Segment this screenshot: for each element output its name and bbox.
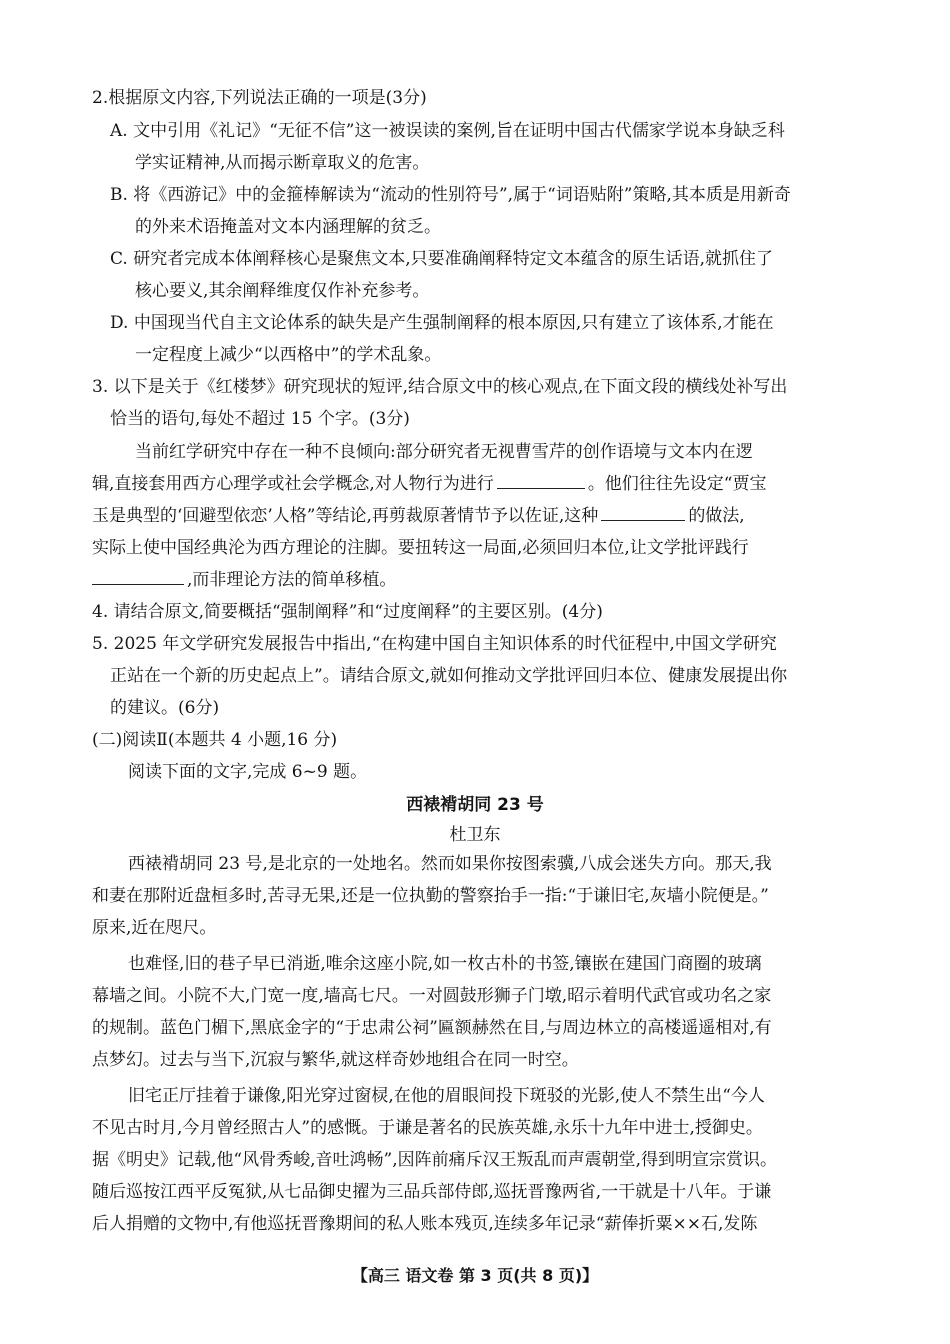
q2-option-a-line1: A. 文中引用《礼记》“无征不信”这一被误读的案例,旨在证明中国古代儒家学说本身缺乏科: [110, 121, 785, 141]
essay-p2-line4: 点梦幻。过去与当下,沉寂与繁华,就这样奇妙地组合在同一时空。: [92, 1050, 579, 1070]
answer-blank-1[interactable]: [497, 472, 585, 489]
answer-blank-2[interactable]: [601, 504, 685, 521]
page-footer: 【高三 语文卷 第 3 页(共 8 页)】: [351, 1266, 599, 1285]
section-instruction: 阅读下面的文字,完成 6~9 题。: [128, 762, 368, 782]
essay-p3-line4: 随后巡按江西平反冤狱,从七品御史擢为三品兵部侍郎,巡抚晋豫两省,一干就是十八年。于谦: [92, 1182, 772, 1202]
essay-author: 杜卫东: [449, 825, 501, 845]
q2-stem: 2.根据原文内容,下列说法正确的一项是(3分): [92, 88, 427, 108]
section-heading: (二)阅读Ⅱ(本题共 4 小题,16 分): [92, 730, 338, 750]
q3-stem-line2: 恰当的语句,每处不超过 15 个字。(3分): [110, 409, 410, 429]
q3-passage-line2-text: 辑,直接套用西方心理学或社会学概念,对人物行为进行: [92, 474, 494, 494]
essay-p1-line3: 原来,近在咫尺。: [92, 918, 217, 938]
q2-option-a-line2: 学实证精神,从而揭示断章取义的危害。: [135, 153, 430, 173]
q3-stem-line1: 3. 以下是关于《红楼梦》研究现状的短评,结合原文中的核心观点,在下面文段的横线处补写出: [92, 377, 788, 397]
essay-p2-line3: 的规制。蓝色门楣下,黑底金字的“于忠肃公祠”匾额赫然在目,与周边林立的高楼遥遥相对,有: [92, 1018, 772, 1038]
q2-option-c-line2: 核心要义,其余阐释维度仅作补充参考。: [135, 281, 430, 301]
q3-passage-line5: [92, 568, 396, 592]
q5-stem-line2: 正站在一个新的历史起点上”。请结合原文,就如何推动文学批评回归本位、健康发展提出你: [110, 666, 788, 686]
q2-option-b-line2: 的外来术语掩盖对文本内涵理解的贫乏。: [135, 217, 441, 237]
q3-passage-line2: [92, 472, 767, 496]
answer-blank-3[interactable]: [92, 568, 184, 585]
q3-passage-line3: [92, 504, 745, 528]
essay-p3-line2: 不见古时月,今月曾经照古人”的感慨。于谦是著名的民族英雄,永乐十九年中进士,授御史。: [92, 1118, 763, 1138]
q5-stem-line3: 的建议。(6分): [110, 698, 220, 718]
q4-stem: 4. 请结合原文,简要概括“强制阐释”和“过度阐释”的主要区别。(4分): [92, 602, 603, 622]
q2-option-d-line2: 一定程度上减少“以西格中”的学术乱象。: [135, 345, 442, 365]
q5-stem-line1: 5. 2025 年文学研究发展报告中指出,“在构建中国自主知识体系的时代征程中,中国文学研究: [92, 634, 777, 654]
q3-passage-line2-tail: 。他们往往先设定“贾宝: [587, 474, 767, 494]
essay-title: 西裱褙胡同 23 号: [406, 795, 544, 815]
q3-passage-line4: 实际上使中国经典沦为西方理论的注脚。要扭转这一局面,必须回归本位,让文学批评践行: [92, 538, 749, 558]
essay-p2-line2: 幕墙之间。小院不大,门宽一度,墙高七尺。一对圆鼓形狮子门墩,昭示着明代武官或功名之家: [92, 986, 772, 1006]
essay-p1-line2: 和妻在那附近盘桓多时,苦寻无果,还是一位执勤的警察抬手一指:“于谦旧宅,灰墙小院便是。”: [92, 886, 769, 906]
q3-passage-line5-text: ,而非理论方法的简单移植。: [187, 570, 397, 590]
q3-passage-line3-tail: 的做法,: [688, 506, 745, 526]
q2-option-c-line1: C. 研究者完成本体阐释核心是聚焦文本,只要准确阐释特定文本蕴含的原生话语,就抓住了: [110, 249, 774, 269]
q3-passage-line3-text: 玉是典型的‘回避型依恋’人格”等结论,再剪裁原著情节予以佐证,这种: [92, 506, 599, 526]
essay-p1-line1: 西裱褙胡同 23 号,是北京的一处地名。然而如果你按图索骥,八成会迷失方向。那天,我: [128, 854, 772, 874]
essay-p3-line1: 旧宅正厅挂着于谦像,阳光穿过窗棂,在他的眉眼间投下斑驳的光影,使人不禁生出“今人: [128, 1086, 765, 1106]
q2-option-b-line1: B. 将《西游记》中的金箍棒解读为“流动的性别符号”,属于“词语贴附”策略,其本质是用新奇: [110, 185, 791, 205]
essay-p3-line5: 后人捐赠的文物中,有他巡抚晋豫期间的私人账本残页,连续多年记录“薪俸折粟××石,发陈: [92, 1214, 758, 1234]
essay-p3-line3: 据《明史》记载,他“风骨秀峻,音吐鸿畅”,因阵前痛斥汉王叛乱而声震朝堂,得到明宣宗赏识。: [92, 1150, 777, 1170]
essay-p2-line1: 也难怪,旧的巷子早已消逝,唯余这座小院,如一枚古朴的书签,镶嵌在建国门商圈的玻璃: [128, 954, 762, 974]
q3-passage-line1: 当前红学研究中存在一种不良倾向:部分研究者无视曹雪芹的创作语境与文本内在逻: [135, 442, 753, 462]
q2-option-d-line1: D. 中国现当代自主文论体系的缺失是产生强制阐释的根本原因,只有建立了该体系,才能在: [110, 313, 774, 333]
